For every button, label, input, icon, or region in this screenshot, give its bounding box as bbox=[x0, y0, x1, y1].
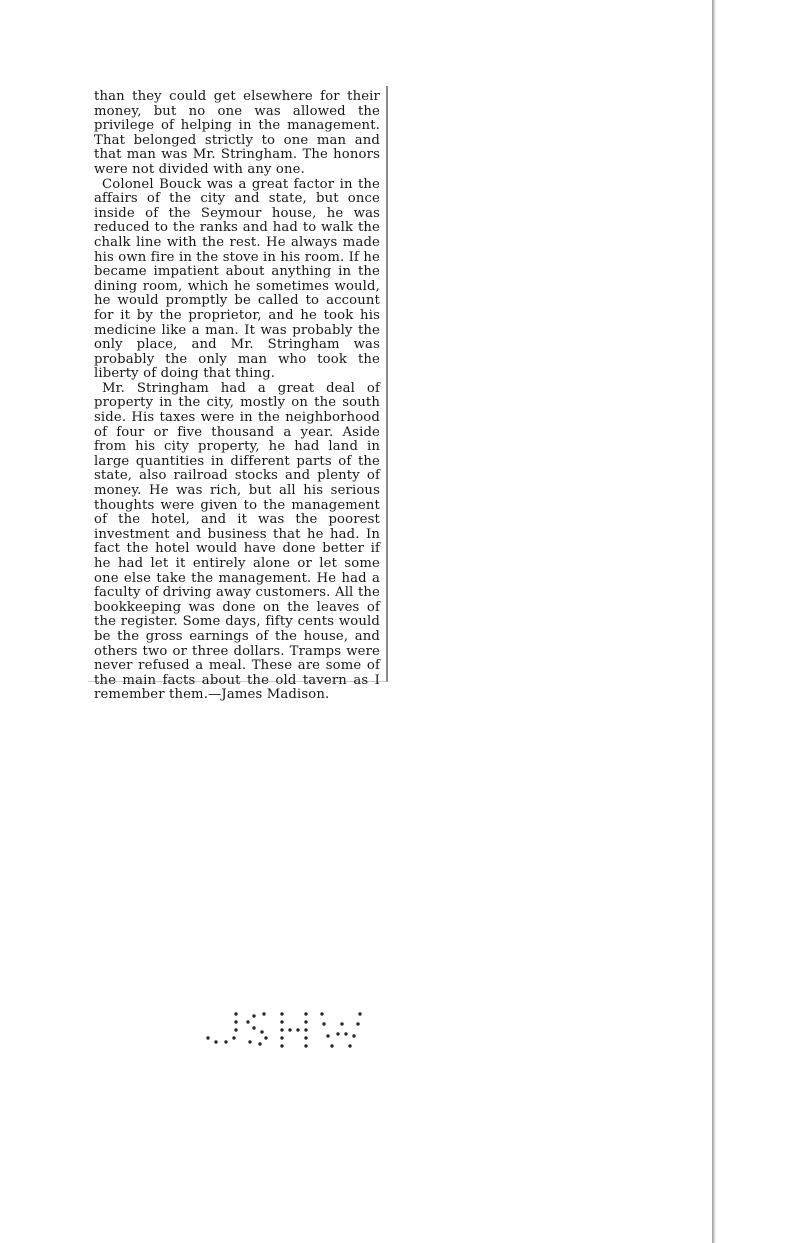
perforation-dot bbox=[206, 1036, 209, 1039]
perforation-dot bbox=[322, 1022, 325, 1025]
perforation-dot bbox=[280, 1036, 283, 1039]
perforation-dot bbox=[264, 1036, 267, 1039]
perforation-dot bbox=[280, 1044, 283, 1047]
perforation-dot bbox=[214, 1040, 217, 1043]
perforation-dot bbox=[262, 1012, 265, 1015]
perforation-dot bbox=[348, 1044, 351, 1047]
perforation-dot bbox=[280, 1028, 283, 1031]
perforation-dot bbox=[252, 1014, 255, 1017]
perforation-dot bbox=[356, 1022, 359, 1025]
perforation-dot bbox=[304, 1036, 307, 1039]
page-binding-edge bbox=[712, 0, 716, 1243]
perforation-dot bbox=[246, 1020, 249, 1023]
perforation-dot bbox=[280, 1020, 283, 1023]
perforation-dot bbox=[344, 1032, 347, 1035]
perforation-dot bbox=[296, 1028, 299, 1031]
perforation-dot bbox=[258, 1042, 261, 1045]
perforation-dot bbox=[280, 1012, 283, 1015]
perforation-dot bbox=[340, 1022, 343, 1025]
perforation-dot bbox=[252, 1026, 255, 1029]
perforation-dot bbox=[260, 1030, 263, 1033]
perforation-dot bbox=[304, 1028, 307, 1031]
perforation-dot bbox=[234, 1012, 237, 1015]
perforation-dot bbox=[234, 1020, 237, 1023]
perforation-dot bbox=[288, 1028, 291, 1031]
perforation-dot bbox=[232, 1036, 235, 1039]
perforation-dot bbox=[224, 1040, 227, 1043]
perforation-dot bbox=[358, 1012, 361, 1015]
perforation-dot bbox=[326, 1034, 329, 1037]
clipping-paragraph-1: than they could get elsewhere for their money, but no one was allowed the privilege of helping in the management. That belonged strictly to one man and that man was Mr. Stringham. The honors were not divided with any one. bbox=[94, 89, 380, 177]
perforated-stamp bbox=[202, 1008, 362, 1052]
clipping-column bbox=[94, 90, 380, 703]
perforation-dot bbox=[320, 1012, 323, 1015]
perforation-dot bbox=[248, 1040, 251, 1043]
perforation-dot bbox=[330, 1044, 333, 1047]
perforation-dot bbox=[304, 1012, 307, 1015]
perforation-dot bbox=[352, 1034, 355, 1037]
perforation-dot bbox=[304, 1044, 307, 1047]
perforation-dot bbox=[304, 1020, 307, 1023]
clipping-paragraph-3: Mr. Stringham had a great deal of property in the city, mostly on the south side. His taxes were in the neighborhood of four or five thousand a year. Aside from his city property, he had land in large quantities in different parts of the state, also railroad stocks and plenty of money. He was rich, but all his serious thoughts were given to the management of the hotel, and it was the poorest investment and business that he had. In fact the hotel would have done better if he had let it entirely alone or let some one else take the management. He had a faculty of driving away customers. All the bookkeeping was done on the leaves of the register. Some days, fifty cents would be the gross earnings of the house, and others two or three dollars. Tramps were never refused a meal. These are some of the main facts about the old tavern as I remember them.—James Madison. bbox=[94, 380, 380, 703]
perforation-dot bbox=[336, 1032, 339, 1035]
clipping-paragraph-2: Colonel Bouck was a great factor in the affairs of the city and state, but once inside of the Seymour house, he was reduced to the ranks and had to walk the chalk line with the rest. He always made his own fire in the stove in his room. If he became impatient about anything in the dining room, which he sometimes would, he would promptly be called to account for it by the proprietor, and he took his medicine like a man. It was probably the only place, and Mr. Stringham was probably the only man who took the liberty of doing that thing. bbox=[94, 176, 380, 382]
newspaper-clipping bbox=[88, 86, 388, 703]
perforation-dot bbox=[234, 1028, 237, 1031]
